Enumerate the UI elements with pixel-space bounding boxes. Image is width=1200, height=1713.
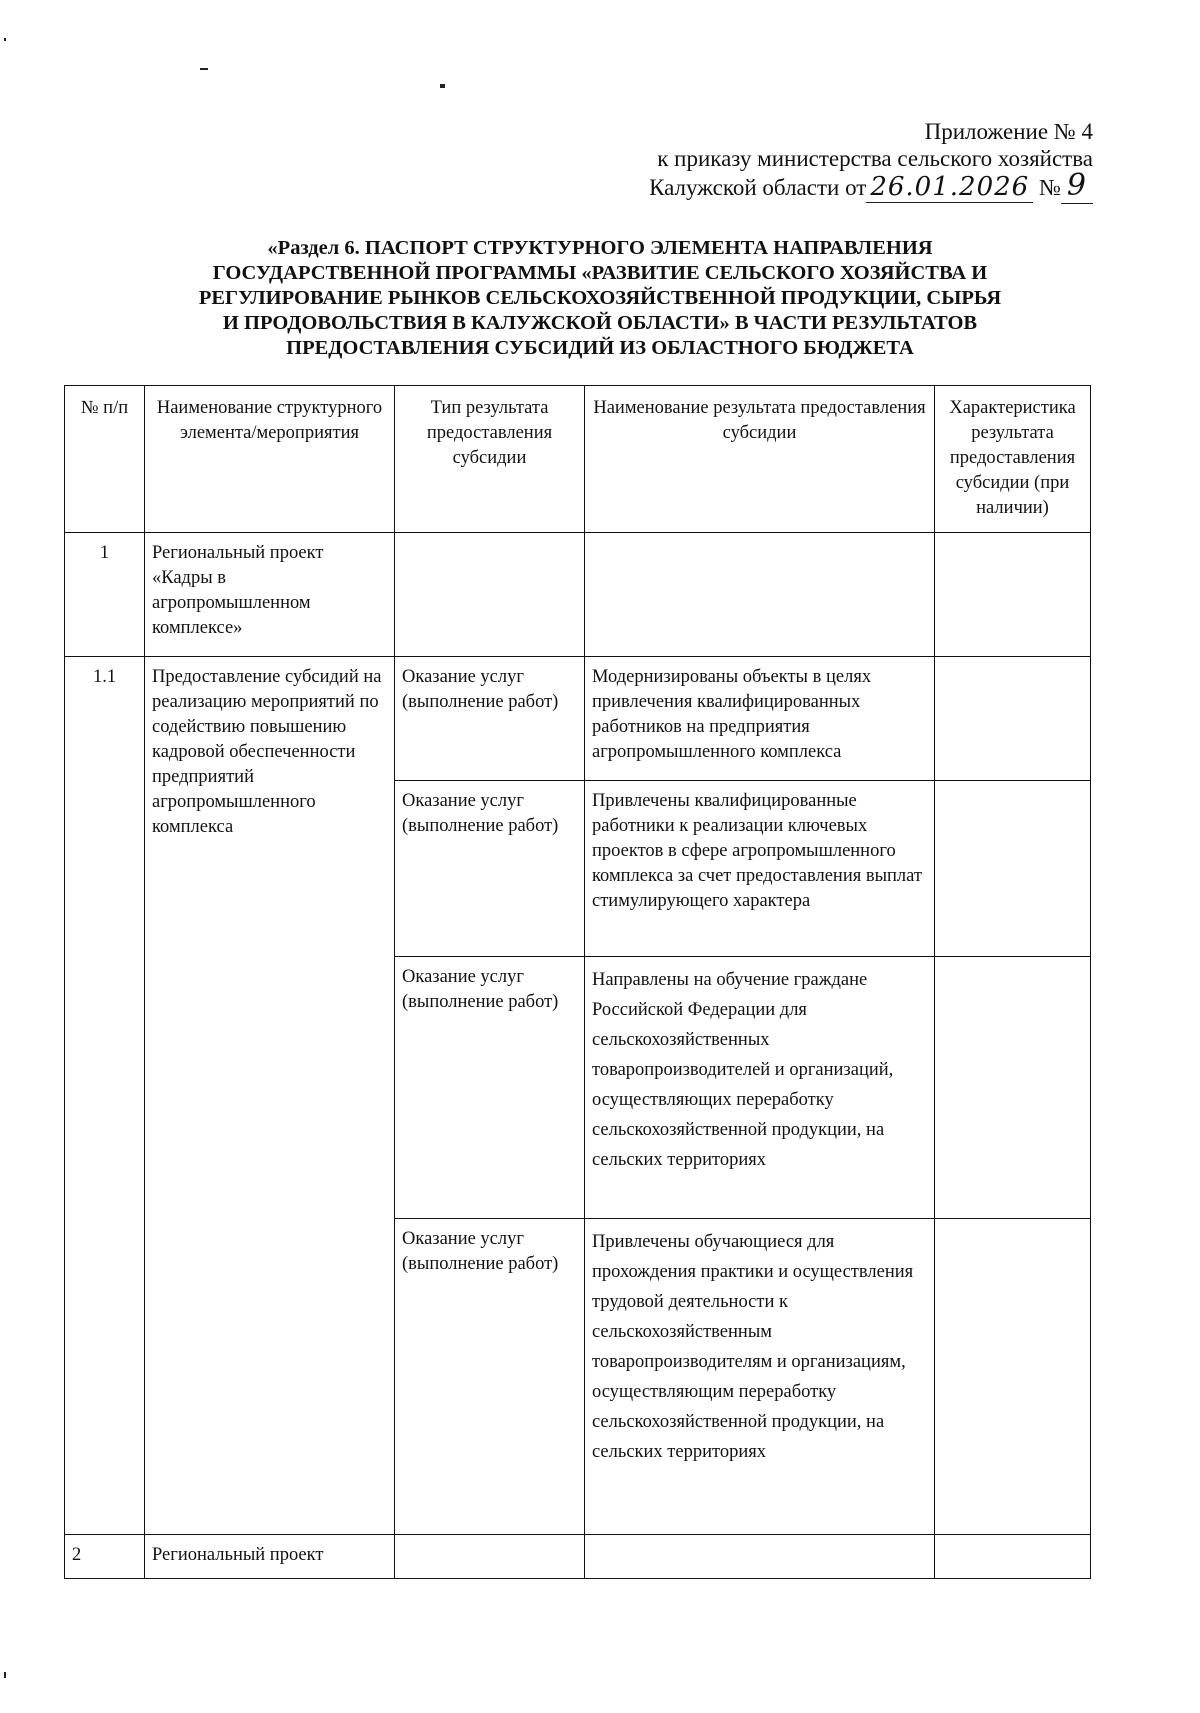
row-characteristic [935, 957, 1091, 1219]
row-result: Направлены на обучение граждане Российской Федерации для сельскохозяйственных товаропроизводителей и организаций, осуществляющих переработку сельскохозяйственной продукции, на сельских территориях [585, 957, 935, 1219]
row-name: Региональный проект [145, 1535, 395, 1579]
row-type: Оказание услуг (выполнение работ) [395, 657, 585, 781]
title-line: И ПРОДОВОЛЬСТВИЯ В КАЛУЖСКОЙ ОБЛАСТИ» В ЧАСТИ РЕЗУЛЬТАТОВ [222, 312, 978, 334]
table-row [65, 533, 1091, 657]
row-name: Региональный проект «Кадры в агропромышленном комплексе» [145, 533, 395, 657]
row-result [585, 533, 935, 657]
row-result: Привлечены обучающиеся для прохождения практики и осуществления трудовой деятельности к сельскохозяйственным товаропроизводителям и организациям, осуществляющим переработку сельскохозяйственной продукции, на сельских территориях [585, 1219, 935, 1535]
title-line: ПРЕДОСТАВЛЕНИЯ СУБСИДИЙ ИЗ ОБЛАСТНОГО БЮДЖЕТА [286, 337, 914, 359]
scan-speck [440, 84, 445, 88]
row-characteristic [935, 657, 1091, 781]
row-result: Привлечены квалифицированные работники к реализации ключевых проектов в сфере агропромышленного комплекса за счет предоставления выплат стимулирующего характера [585, 781, 935, 957]
row-num: 2 [65, 1535, 145, 1579]
handwritten-date: 26.01.2026 [866, 172, 1033, 203]
document-header [649, 118, 1093, 201]
row-type: Оказание услуг (выполнение работ) [395, 957, 585, 1219]
row-type [395, 533, 585, 657]
header-name: Наименование структурного элемента/мероприятия [145, 386, 395, 533]
header-type: Тип результата предоставления субсидии [395, 386, 585, 533]
title-line: РЕГУЛИРОВАНИЕ РЫНКОВ СЕЛЬСКОХОЗЯЙСТВЕННОЙ ПРОДУКЦИИ, СЫРЬЯ [198, 287, 1002, 309]
row-num: 1.1 [65, 657, 145, 1535]
table-row [65, 1535, 1091, 1579]
row-result: Модернизированы объекты в целях привлечения квалифицированных работников на предприятия агропромышленного комплекса [585, 657, 935, 781]
row-type: Оказание услуг (выполнение работ) [395, 781, 585, 957]
header-num: № п/п [65, 386, 145, 533]
row-name: Предоставление субсидий на реализацию мероприятий по содействию повышению кадровой обеспеченности предприятий агропромышленного комплекса [145, 657, 395, 1535]
table-header-row [65, 386, 1091, 533]
region-prefix: Калужской области от [649, 175, 867, 200]
row-characteristic [935, 1535, 1091, 1579]
row-characteristic [935, 533, 1091, 657]
title-line: «Раздел 6. ПАСПОРТ СТРУКТУРНОГО ЭЛЕМЕНТА НАПРАВЛЕНИЯ [267, 237, 933, 259]
appendix-label: Приложение № 4 [924, 119, 1093, 144]
row-type: Оказание услуг (выполнение работ) [395, 1219, 585, 1535]
order-line: к приказу министерства сельского хозяйства [657, 146, 1093, 171]
row-result [585, 1535, 935, 1579]
date-line [649, 168, 1093, 203]
header-characteristic: Характеристика результата предоставления субсидии (при наличии) [935, 386, 1091, 533]
document-title [150, 236, 1050, 361]
number-label: № [1038, 175, 1061, 200]
scan-speck [4, 38, 6, 41]
handwritten-number: 9 [1061, 168, 1093, 204]
passport-table [64, 385, 1091, 1579]
scan-speck [200, 68, 208, 70]
row-type [395, 1535, 585, 1579]
header-result: Наименование результата предоставления субсидии [585, 386, 935, 533]
row-characteristic [935, 781, 1091, 957]
row-num: 1 [65, 533, 145, 657]
row-characteristic [935, 1219, 1091, 1535]
scan-speck [4, 1672, 6, 1678]
title-line: ГОСУДАРСТВЕННОЙ ПРОГРАММЫ «РАЗВИТИЕ СЕЛЬСКОГО ХОЗЯЙСТВА И [212, 262, 988, 284]
table-row [65, 657, 1091, 781]
